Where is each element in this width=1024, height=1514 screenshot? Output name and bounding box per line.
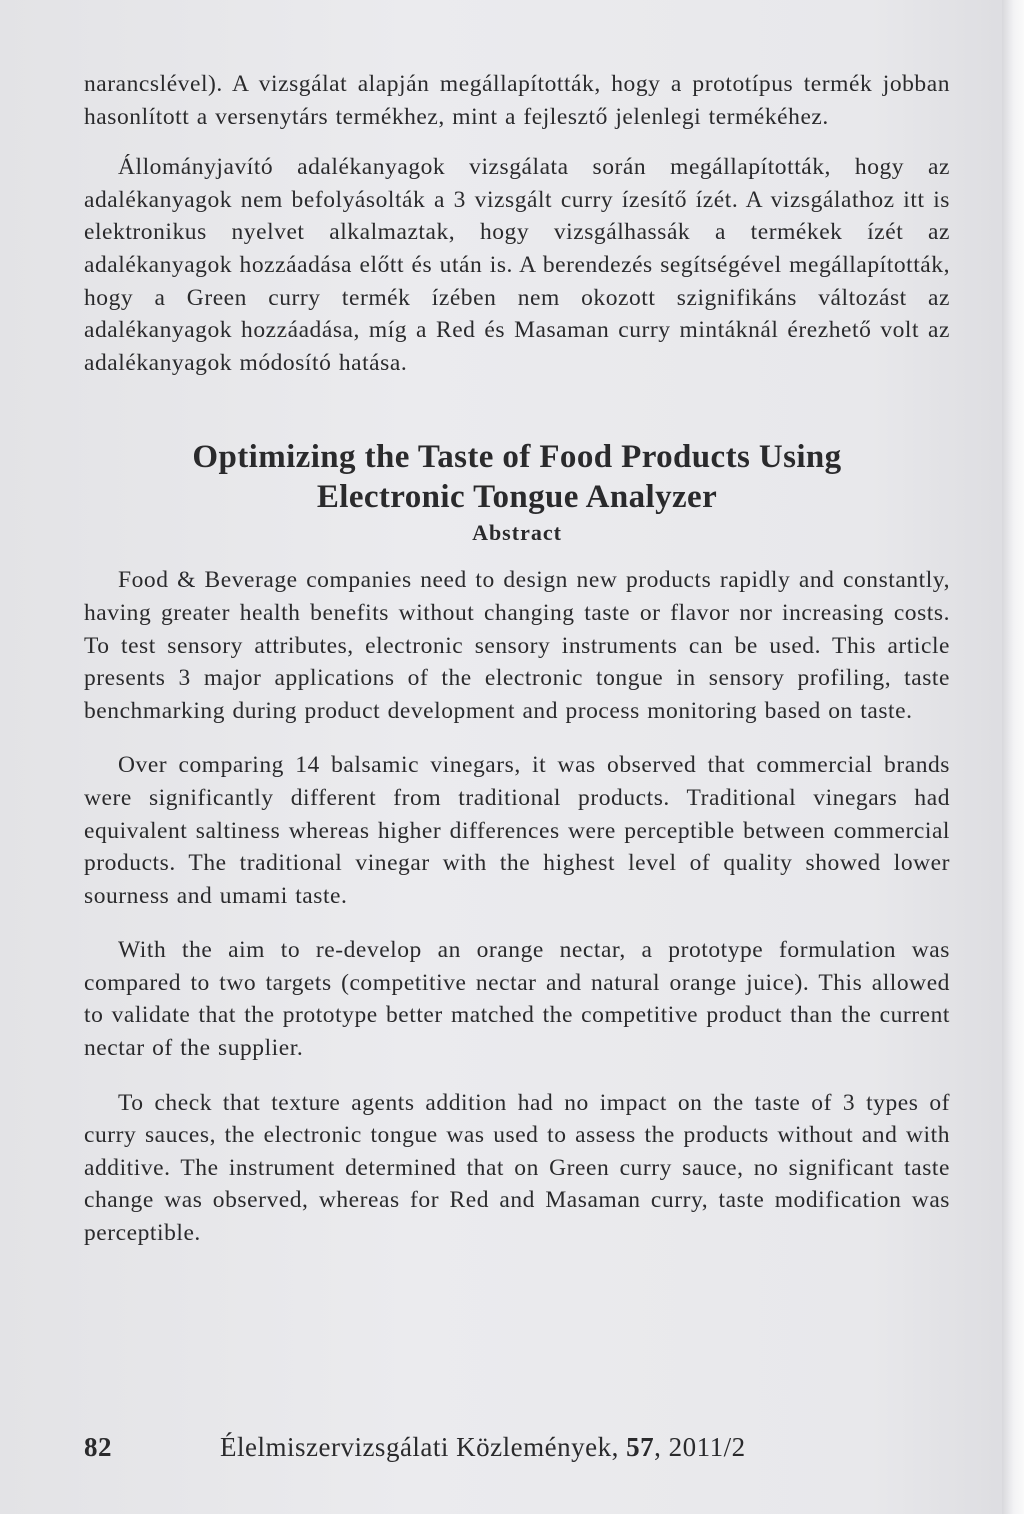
journal-issue: , 2011/2 xyxy=(654,1432,746,1462)
journal-citation xyxy=(220,1432,746,1462)
abstract-heading: Abstract xyxy=(472,520,562,546)
abstract-paragraph-4: To check that texture agents addition had no impact on the taste of 3 types of curry sauces, the electronic tongue was used to assess the products without and with additive. The instrument determined that on Green curry sauce, no significant taste change was observed, whereas for Red and Masaman curry, taste modification was perceptible. xyxy=(84,1089,950,1247)
page-footer xyxy=(84,1429,950,1465)
hungarian-paragraph-2: Állományjavító adalékanyagok vizsgálata során megállapították, hogy az adalékanyagok nem befolyásolták a 3 vizsgált curry ízesítő ízét. A vizsgálathoz itt is elektronikus nyelvet alkalmaztak, hogy vizsgálhassák a termékek ízét az adalékanyagok hozzáadása előtt és után is. A berendezés segítségével megállapították, hogy a Green curry termék ízében nem okozott szignifikáns változást az adalékanyagok hozzáadása, míg a Red és Masaman curry mintáknál érezhető volt az adalékanyagok módosító hatása. xyxy=(84,154,950,376)
journal-name: Élelmiszervizsgálati Közlemények, xyxy=(220,1432,627,1462)
hungarian-paragraph-1: narancslével). A vizsgálat alapján megállapították, hogy a prototípus termék jobban hasonlított a versenytárs termékhez, mint a fejlesztő jelenlegi termékéhez. xyxy=(84,71,950,130)
journal-volume: 57 xyxy=(626,1432,655,1462)
page-number: 82 xyxy=(84,1432,112,1462)
page-content xyxy=(84,68,950,1250)
abstract-paragraph-2: Over comparing 14 balsamic vinegars, it was observed that commercial brands were significantly different from traditional products. Traditional vinegars had equivalent saltiness whereas higher differences were perceptible between commercial products. The traditional vinegar with the highest level of quality showed lower sourness and umami taste. xyxy=(84,752,950,909)
article-title-line-2: Electronic Tongue Analyzer xyxy=(316,479,718,516)
article-title xyxy=(84,437,950,517)
page-spine-edge xyxy=(1002,0,1024,1514)
abstract-paragraph-1: Food & Beverage companies need to design new products rapidly and constantly, having greater health benefits without changing taste or flavor nor increasing costs. To test sensory attributes, electronic sensory instruments can be used. This article presents 3 major applications of the electronic tongue in sensory profiling, taste benchmarking during product development and process monitoring based on taste. xyxy=(84,567,950,724)
abstract-paragraph-3: With the aim to re-develop an orange nectar, a prototype formulation was compared to two targets (competitive nectar and natural orange juice). This allowed to validate that the prototype better matched the competitive product than the current nectar of the supplier. xyxy=(84,937,950,1062)
article-title-line-1: Optimizing the Taste of Food Products Using xyxy=(192,439,842,476)
